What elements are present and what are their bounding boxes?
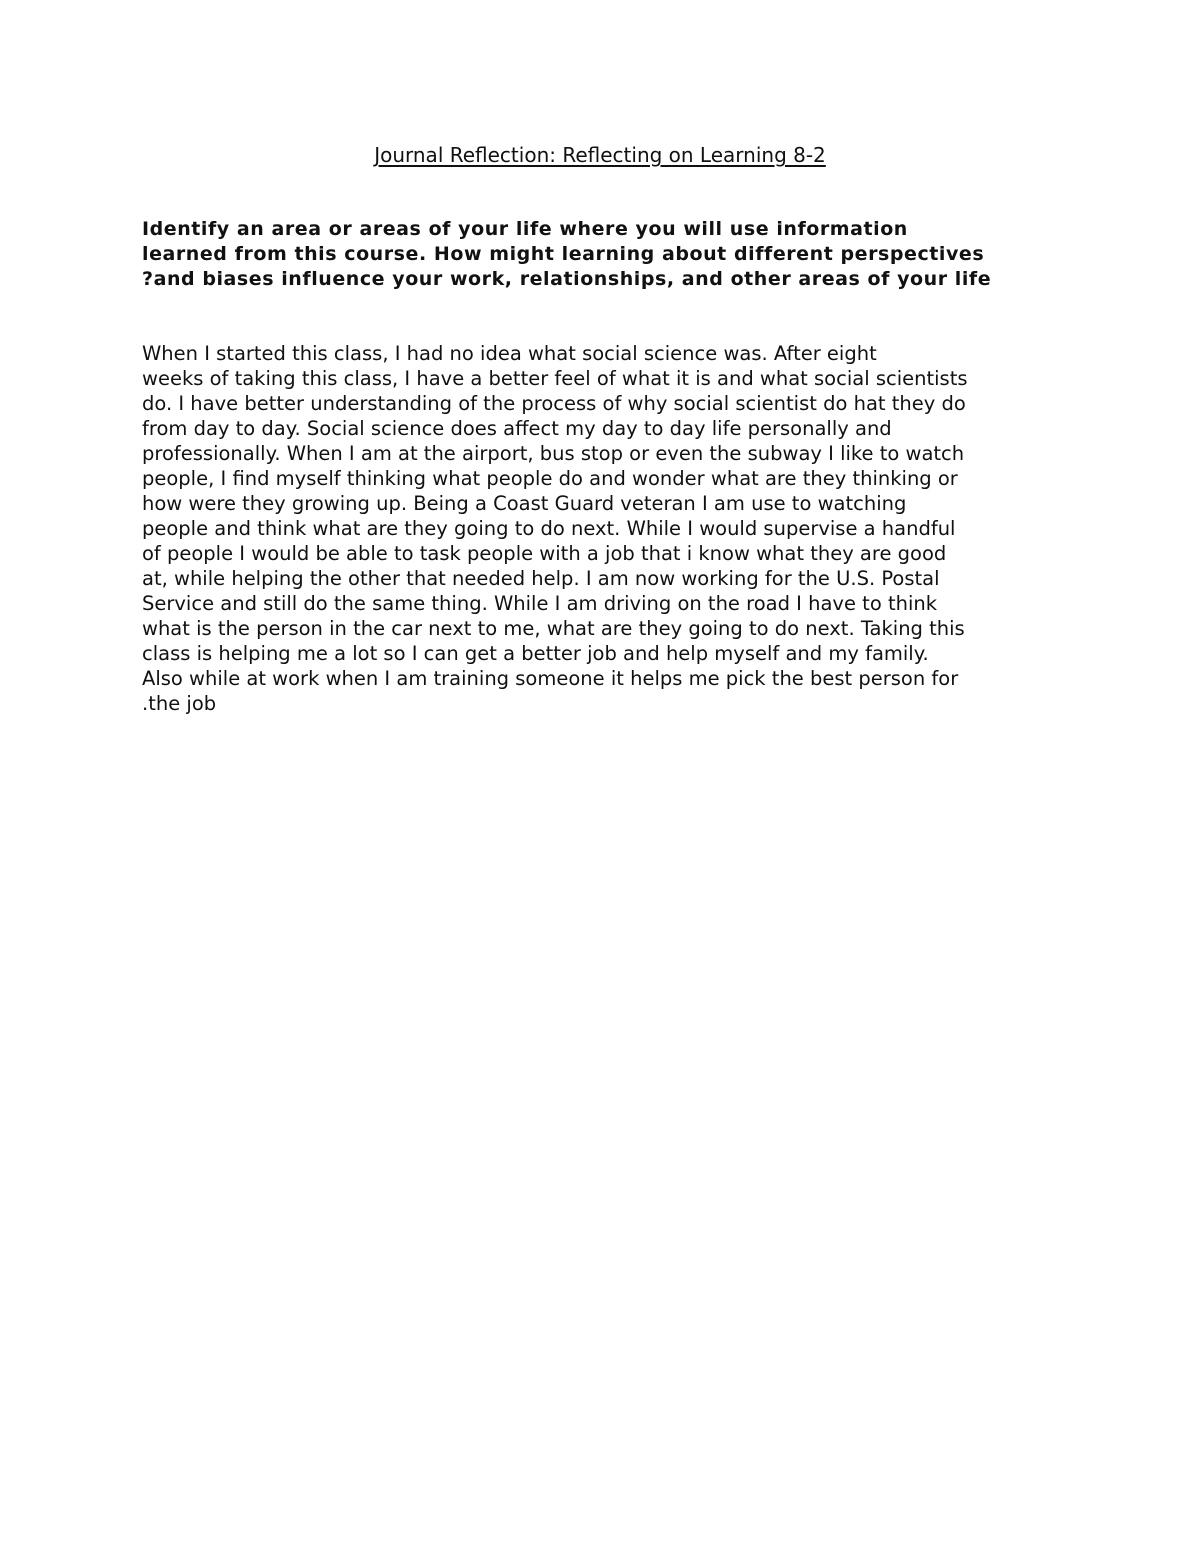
response-line: Also while at work when I am training someone it helps me pick the best person for — [142, 667, 959, 690]
response-line: of people I would be able to task people with a job that i know what they are good — [142, 542, 947, 565]
prompt-line: Identify an area or areas of your life where you will use information — [142, 218, 908, 240]
response-line: Service and still do the same thing. While I am driving on the road I have to think — [142, 592, 938, 615]
response-line: people and think what are they going to do next. While I would supervise a handful — [142, 517, 956, 540]
reflection-prompt — [142, 217, 1102, 292]
response-line: how were they growing up. Being a Coast Guard veteran I am use to watching — [142, 492, 907, 515]
response-line: people, I find myself thinking what people do and wonder what are they thinking or — [142, 467, 958, 490]
response-line: professionally. When I am at the airport, bus stop or even the subway I like to watch — [142, 442, 965, 465]
reflection-response — [142, 341, 1102, 716]
response-line: from day to day. Social science does affect my day to day life personally and — [142, 417, 892, 440]
prompt-line: ?and biases influence your work, relationships, and other areas of your life — [142, 268, 992, 290]
response-line: weeks of taking this class, I have a better feel of what it is and what social scientists — [142, 367, 968, 390]
document-title: Journal Reflection: Reflecting on Learning 8-2 — [374, 143, 826, 167]
response-line: class is helping me a lot so I can get a better job and help myself and my family. — [142, 642, 929, 665]
response-line: .the job — [142, 692, 217, 715]
response-line: what is the person in the car next to me, what are they going to do next. Taking this — [142, 617, 965, 640]
response-line: do. I have better understanding of the process of why social scientist do hat they do — [142, 392, 966, 415]
prompt-line: learned from this course. How might learning about different perspectives — [142, 243, 985, 265]
response-line: at, while helping the other that needed help. I am now working for the U.S. Postal — [142, 567, 940, 590]
response-line: When I started this class, I had no idea what social science was. After eight — [142, 342, 877, 365]
